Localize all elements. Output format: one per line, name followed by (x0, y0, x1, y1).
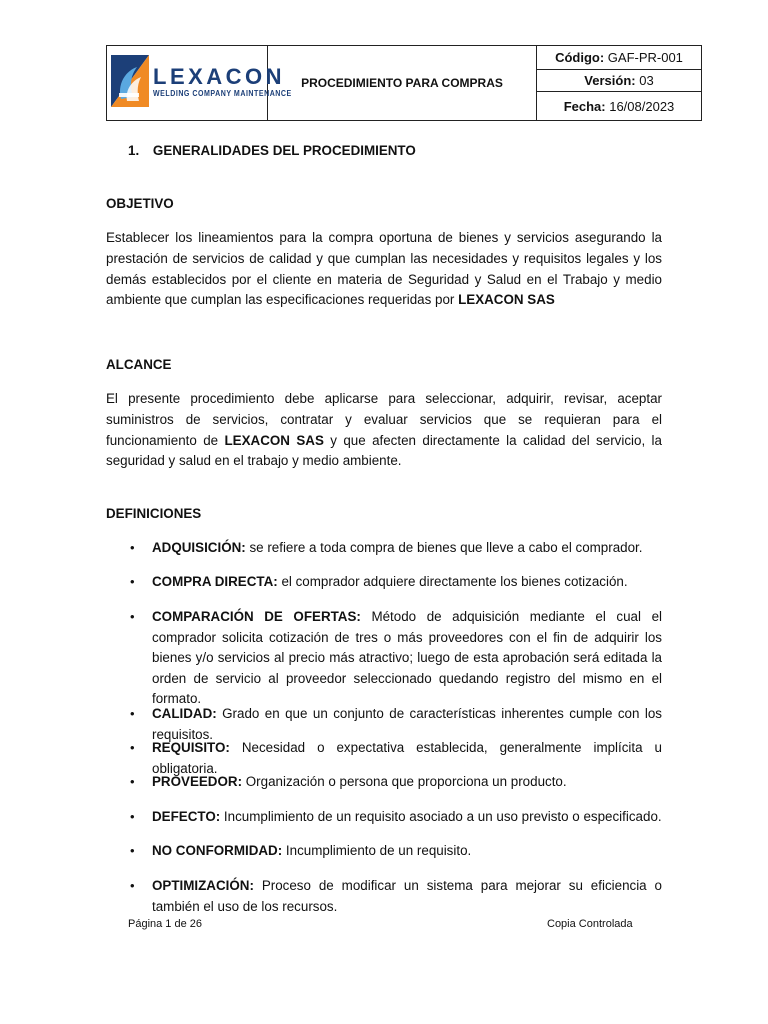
document-title: PROCEDIMIENTO PARA COMPRAS (268, 46, 537, 121)
objetivo-text: Establecer los lineamientos para la compra oportuna de bienes y servicios asegurando la prestación de servicios de calidad y que cumplan las necesidades y requisitos legales y los demás establecidos por el cliente en materia de Seguridad y Salud en el Trabajo y medio ambiente que cumplan las especificaciones requeridas por (106, 230, 662, 308)
document-header (106, 45, 702, 121)
version-label: Versión: (584, 73, 636, 88)
list-item: • COMPRA DIRECTA: el comprador adquiere directamente los bienes cotización. (130, 574, 628, 589)
section-heading (128, 143, 416, 158)
company-logo (111, 49, 292, 115)
list-item: • OPTIMIZACIÓN: Proceso de modificar un sistema para mejorar su eficiencia o también el uso de los recursos. (130, 878, 662, 914)
objetivo-paragraph (106, 228, 662, 311)
list-item: • PROVEEDOR: Organización o persona que proporciona un producto. (130, 774, 567, 789)
alcance-company: LEXACON SAS (224, 432, 324, 448)
fecha-value: 16/08/2023 (609, 98, 675, 114)
codigo-cell (537, 46, 702, 70)
section-title: GENERALIDADES DEL PROCEDIMIENTO (152, 143, 416, 158)
page-number: Página 1 de 26 (128, 918, 203, 930)
codigo-label: Código: (555, 50, 605, 65)
fecha-cell (537, 92, 702, 121)
alcance-text-a: El presente procedimiento debe aplicarse para seleccionar, adquirir, revisar, aceptar suministros de servicios, contratar y evaluar servicios que se requieran para el funcionamiento de (106, 391, 662, 448)
logo-wordmark: LEXACON (153, 64, 286, 89)
list-item: • NO CONFORMIDAD: Incumplimiento de un requisito. (130, 843, 472, 858)
alcance-heading: ALCANCE (106, 357, 172, 372)
objetivo-heading: OBJETIVO (106, 196, 174, 211)
list-item: • ADQUISICIÓN: se refiere a toda compra de bienes que lleve a cabo el comprador. (130, 540, 643, 555)
alcance-text-b: y que afecten directamente la calidad del servicio, la seguridad y salud en el trabajo y medio ambiente. (106, 432, 662, 469)
version-value: 03 (639, 73, 654, 88)
codigo-value: GAF-PR-001 (607, 50, 683, 65)
logo-cell (107, 46, 292, 121)
list-item: • CALIDAD: Grado en que un conjunto de características inherentes cumple con los requisitos. (130, 706, 662, 742)
section-number: 1. (128, 143, 140, 158)
list-item: • REQUISITO: Necesidad o expectativa establecida, generalmente implícita u obligatoria. (130, 740, 662, 776)
objetivo-company: LEXACON SAS (458, 292, 555, 308)
definiciones-heading: DEFINICIONES (106, 506, 202, 521)
list-item: • DEFECTO: Incumplimiento de un requisito asociado a un uso previsto o especificado. (130, 809, 662, 824)
alcance-paragraph (106, 389, 662, 472)
logo-tagline: WELDING COMPANY MAINTENANCE (153, 89, 292, 98)
version-cell (537, 70, 702, 92)
fecha-label: Fecha: (563, 98, 606, 114)
controlled-copy-label: Copia Controlada (547, 918, 633, 930)
list-item: • COMPARACIÓN DE OFERTAS: Método de adquisición mediante el cual el comprador solicita cotización de tres o más proveedores con el fin de adquirir los bienes y/o servicios al precio más atractivo; luego de esta aprobación será editada la orden de servicio al proveedor seleccionado quedando registro del mismo en el formato. (130, 609, 662, 707)
